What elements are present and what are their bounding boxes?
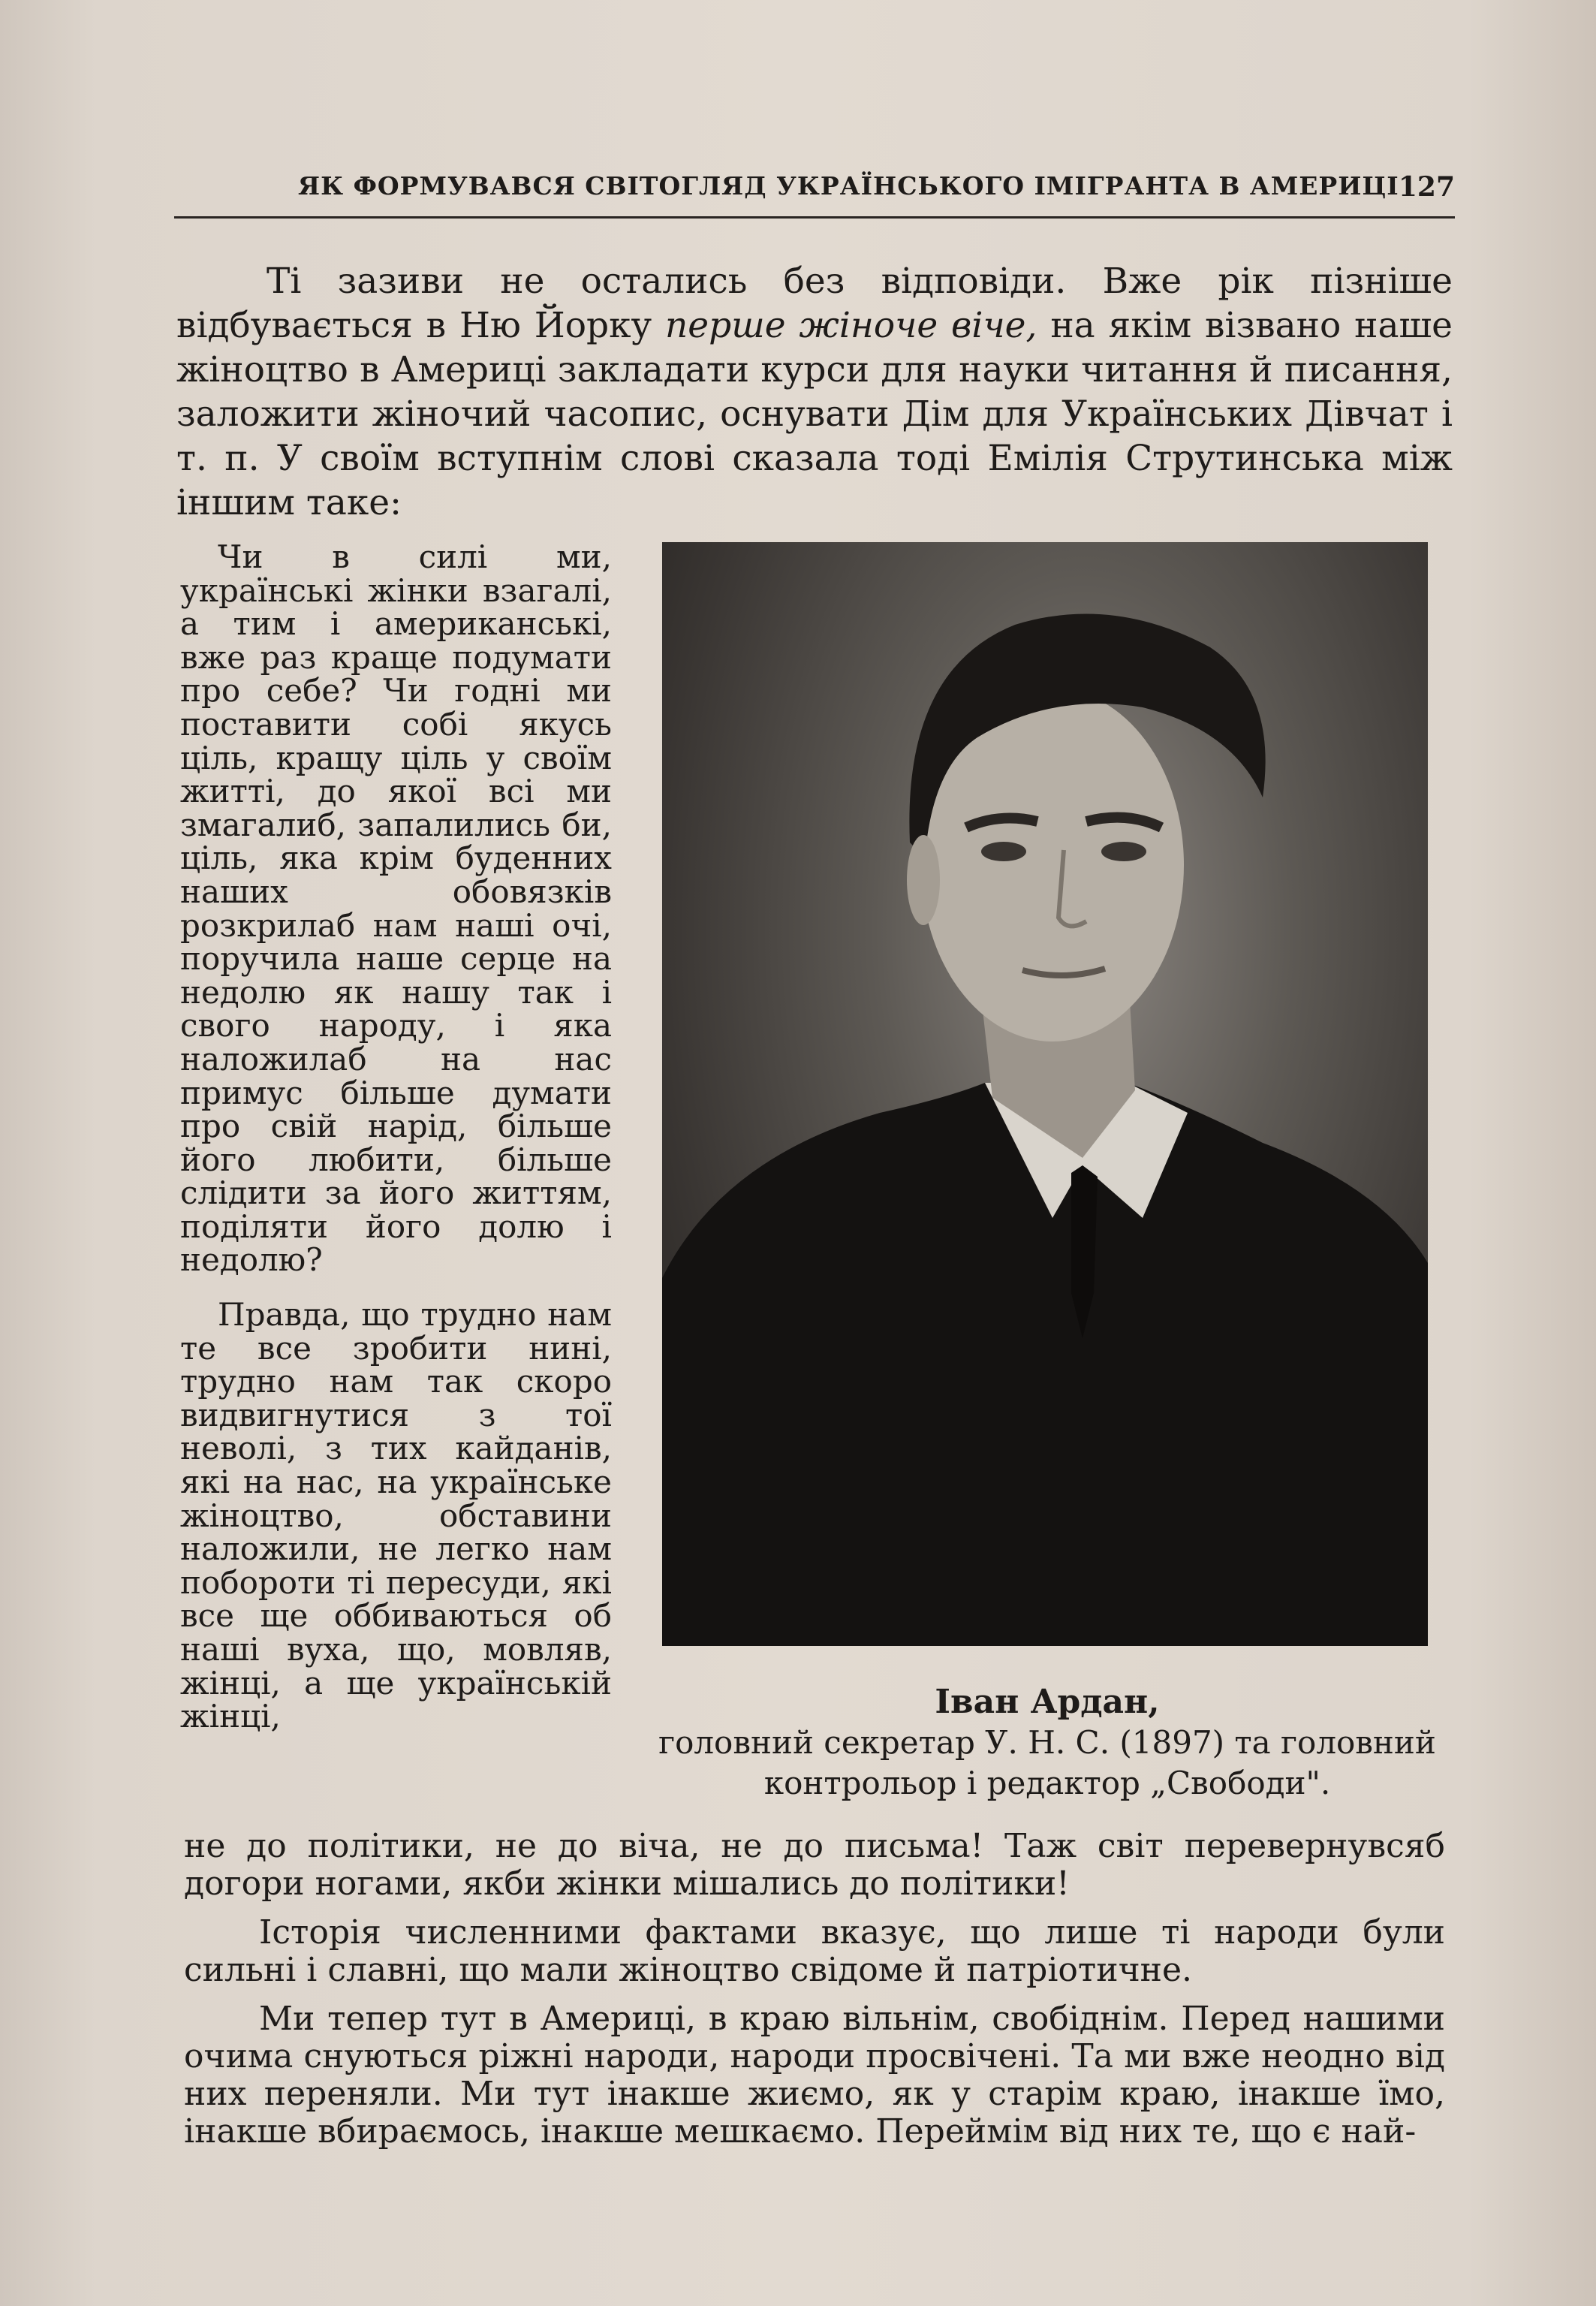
quoted-speech [180, 538, 612, 1735]
page-header [174, 171, 1455, 219]
bottom-text [184, 1828, 1445, 2151]
page-number: 127 [1398, 171, 1455, 203]
quote-paragraph-1: Чи в силі ми, українські жінки взагалі, а тим і американські, вже раз краще подумати про себе? Чи годні ми поставити собі якусь ціль, кращу ціль у своїм житті, до якої всі ми змагалиб, запалились би, ціль, яка крім буденних наших обовязків розкрилаб нам наші очі, поручила наше серце на недолю як нашу так і свого народу, і яка наложилаб на нас примус більше думати про свій нарід, більше його любити, більше слідити за його життям, поділяти його долю і недолю? [180, 538, 612, 1279]
paragraph-america: Ми тепер тут в Америці, в краю вільнім, свобіднім. Перед нашими очима снуються ріжні народи, народи просвічені. Та ми вже неодно від них переняли. Ми тут інакше жиємо, як у старім краю, інакше їмо, інакше вбираємось, інакше мешкаємо. Переймім від них те, що є най- [184, 2000, 1445, 2151]
intro-text-after: на якім візвано наше жіноцтво в Америці закладати курси для науки читання й писання, заложити жіночий часопис, оснувати Дім для Українських Дівчат і т. п. У своїм вступнім слові сказала тоді Емілія Струтинська між іншим таке: [176, 305, 1453, 523]
caption-text: головний секретар У. Н. С. (1897) та головний контрольор і редактор „Свободи". [658, 1724, 1436, 1801]
intro-text-before: Ті зазиви не остались без відповіди. Вже рік пізніше відбувається в Ню Йорку [176, 261, 1453, 346]
photo-caption [653, 1682, 1441, 1804]
portrait-figure [662, 542, 1428, 1646]
paragraph-history: Історія численними фактами вказує, що лише ті народи були сильні і славні, що мали жіноцтво свідоме й патріотичне. [184, 1913, 1445, 1989]
intro-paragraph [176, 259, 1453, 525]
intro-emphasis: перше жіноче віче, [665, 305, 1037, 346]
quote-paragraph-2: Правда, що трудно нам те все зробити нині, трудно нам так скоро видвигнутися з тої неволі, з тих кайданів, які на нас, на українське жіноцтво, обставини наложили, не легко нам побороти ті пересуди, які все ще оббиваються об наші вуха, що, мовляв, жінці, а ще українській жінці, [180, 1296, 612, 1735]
caption-name: Іван Ардан, [935, 1683, 1160, 1721]
running-head: ЯК ФОРМУВАВСЯ СВІТОГЛЯД УКРАЇНСЬКОГО ІМІГРАНТА В АМЕРИЦІ [298, 171, 1399, 200]
portrait-photo [662, 542, 1428, 1646]
quote-continuation: не до політики, не до віча, не до письма! Таж світ перевернувсяб догори ногами, якби жінки мішались до політики! [184, 1827, 1445, 1903]
